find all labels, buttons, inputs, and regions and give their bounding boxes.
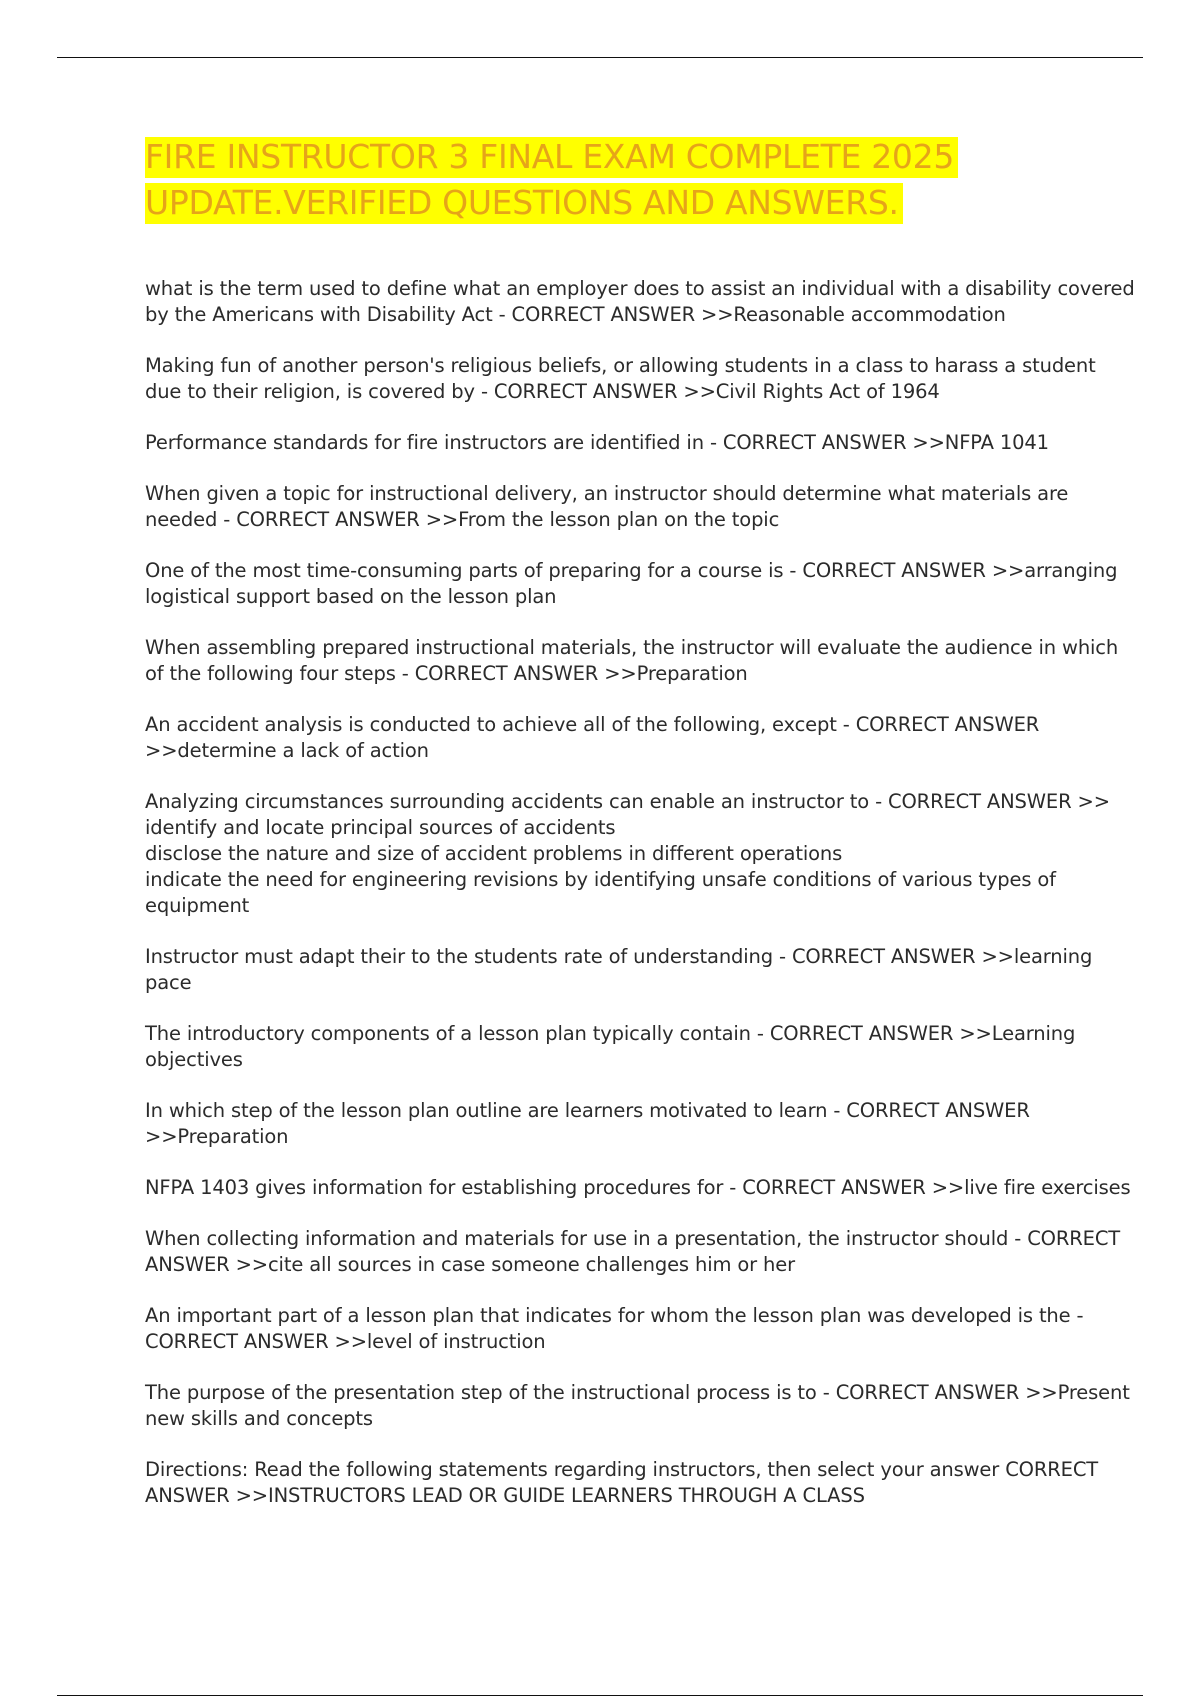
qa-item: An accident analysis is conducted to achieve all of the following, except - CORRECT ANSWER >>determine a lack of action: [145, 713, 1040, 762]
qa-item: Performance standards for fire instructors are identified in - CORRECT ANSWER >>NFPA 1041: [145, 431, 1049, 454]
qa-item: An important part of a lesson plan that indicates for whom the lesson plan was developed is the - CORRECT ANSWER >>level of instruction: [145, 1304, 1084, 1353]
qa-item: In which step of the lesson plan outline are learners motivated to learn - CORRECT ANSWER >>Preparation: [145, 1099, 1030, 1148]
qa-item: NFPA 1403 gives information for establishing procedures for - CORRECT ANSWER >>live fire exercises: [145, 1176, 1131, 1199]
document-title: [145, 134, 1105, 226]
qa-item: Directions: Read the following statements regarding instructors, then select your answer CORRECT ANSWER >>INSTRUCTORS LEAD OR GUIDE LEARNERS THROUGH A CLASS: [145, 1458, 1099, 1507]
qa-item: When collecting information and materials for use in a presentation, the instructor should - CORRECT ANSWER >>cite all sources in case someone challenges him or her: [145, 1227, 1121, 1276]
qa-item: One of the most time-consuming parts of preparing for a course is - CORRECT ANSWER >>arranging logistical support based on the lesson plan: [145, 559, 1118, 608]
qa-item: what is the term used to define what an employer does to assist an individual with a disability covered by the Americans with Disability Act - CORRECT ANSWER >>Reasonable accommodation: [145, 277, 1135, 326]
title-line-2: UPDATE.VERIFIED QUESTIONS AND ANSWERS.: [145, 183, 903, 224]
qa-item: When given a topic for instructional delivery, an instructor should determine what materials are needed - CORRECT ANSWER >>From the lesson plan on the topic: [145, 482, 1069, 531]
qa-item: The purpose of the presentation step of the instructional process is to - CORRECT ANSWER >>Present new skills and concepts: [145, 1381, 1130, 1430]
qa-item: Analyzing circumstances surrounding accidents can enable an instructor to - CORRECT ANSWER >> identify and locate principal sources of accidents disclose the nature and size of accident problems in different operations indicate the need for engineering revisions by identifying unsafe conditions of various types of equipment: [145, 790, 1110, 917]
top-divider: [57, 57, 1143, 58]
qa-list: [145, 276, 1135, 1534]
qa-item: When assembling prepared instructional materials, the instructor will evaluate the audience in which of the following four steps - CORRECT ANSWER >>Preparation: [145, 636, 1119, 685]
qa-item: The introductory components of a lesson plan typically contain - CORRECT ANSWER >>Learning objectives: [145, 1022, 1076, 1071]
bottom-divider: [57, 1695, 1143, 1696]
qa-item: Making fun of another person's religious beliefs, or allowing students in a class to harass a student due to their religion, is covered by - CORRECT ANSWER >>Civil Rights Act of 1964: [145, 354, 1096, 403]
qa-item: Instructor must adapt their to the students rate of understanding - CORRECT ANSWER >>learning pace: [145, 945, 1093, 994]
title-line-1: FIRE INSTRUCTOR 3 FINAL EXAM COMPLETE 2025: [145, 137, 958, 178]
